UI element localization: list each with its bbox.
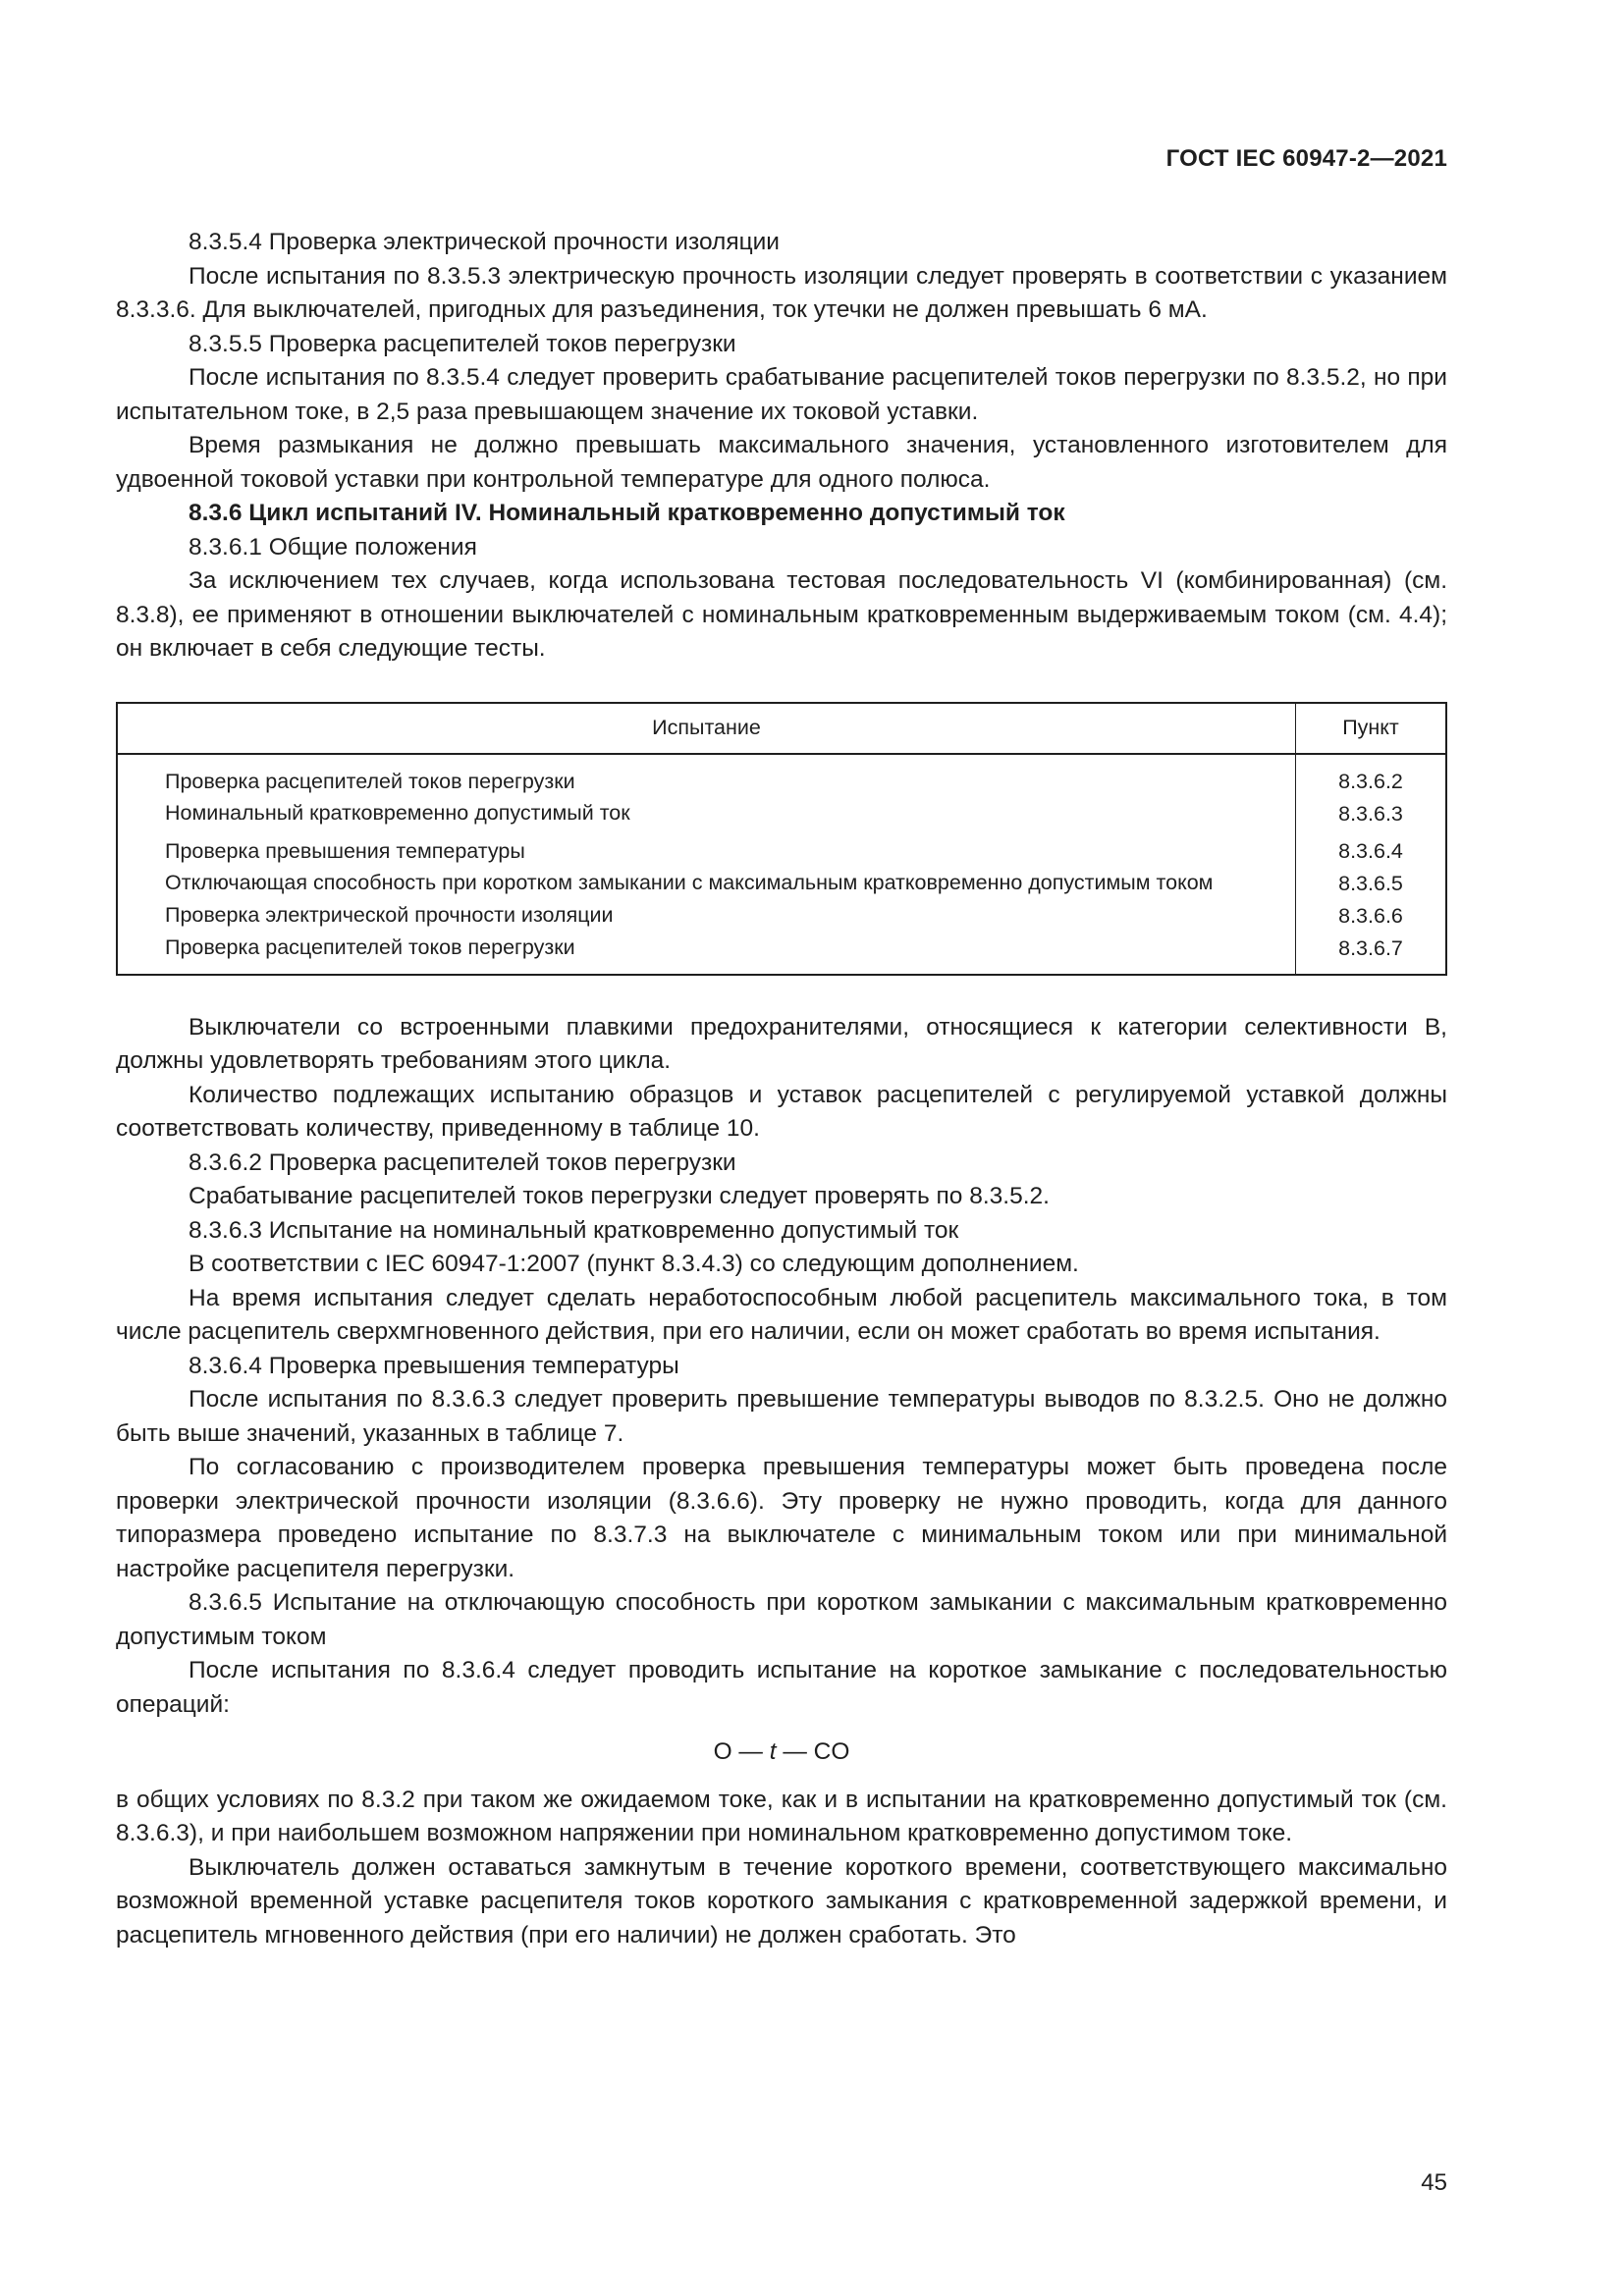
- clause-heading-8-3-6-2: 8.3.6.2 Проверка расцепителей токов перегрузки: [189, 1148, 736, 1176]
- section-heading-8-3-6: 8.3.6 Цикл испытаний IV. Номинальный кратковременно допустимый ток: [189, 500, 1065, 526]
- table-header-test: Испытание: [118, 704, 1296, 754]
- table-cell-test: Отключающая способность при коротком замыкании с максимальным кратковременно допустимым током: [165, 870, 1214, 894]
- paragraph: По согласованию с производителем проверка превышения температуры может быть проведена после проверки электрической прочности изоляции (8.3.6.6). Эту проверку не нужно проводить, когда для данного типоразмера проведено испытание по 8.3.7.3 на выключателе с минимальным током или при минимальной настройке расцепителя перегрузки.: [116, 1454, 1447, 1582]
- table-cell-clause: 8.3.6.6: [1338, 903, 1403, 928]
- clause-heading-8-3-6-3: 8.3.6.3 Испытание на номинальный кратковременно допустимый ток: [189, 1216, 959, 1244]
- paragraph: Время размыкания не должно превышать максимального значения, установленного изготовителем для удвоенной токовой уставки при контрольной температуре для одного полюса.: [116, 432, 1447, 493]
- paragraph: Срабатывание расцепителей токов перегрузки следует проверять по 8.3.5.2.: [189, 1183, 1050, 1209]
- clause-heading-8-3-6-1: 8.3.6.1 Общие положения: [189, 533, 477, 561]
- paragraph: На время испытания следует сделать неработоспособным любой расцепитель максимального тока, в том числе расцепитель сверхмгновенного действия, при его наличии, если он может сработать во время испытания.: [116, 1284, 1447, 1345]
- formula-left: O —: [713, 1738, 763, 1765]
- tests-table: [116, 702, 1447, 976]
- document-id-header: ГОСТ IEC 60947-2—2021: [1165, 145, 1447, 172]
- table-cell-test: Проверка электрической прочности изоляции: [165, 902, 614, 927]
- clause-heading-8-3-6-5: 8.3.6.5 Испытание на отключающую способность при коротком замыкании с максимальным кратковременно допустимым током: [116, 1589, 1447, 1650]
- paragraph: После испытания по 8.3.5.3 электрическую прочность изоляции следует проверять в соответствии с указанием 8.3.3.6. Для выключателей, пригодных для разъединения, ток утечки не должен превышать 6 мА.: [116, 262, 1447, 323]
- clause-heading-8-3-5-4: 8.3.5.4 Проверка электрической прочности изоляции: [189, 229, 780, 255]
- table-row: [118, 900, 1445, 933]
- formula-variable: t: [769, 1738, 777, 1765]
- table-cell-clause: 8.3.6.4: [1338, 838, 1403, 863]
- paragraph: За исключением тех случаев, когда использована тестовая последовательность VI (комбинированная) (см. 8.3.8), ее применяют в отношении выключателей с номинальным кратковременным выдерживаемым током (см. 4.4); он включает в себя следующие тесты.: [116, 567, 1447, 662]
- table-header-clause: Пункт: [1296, 704, 1446, 754]
- table-row: [118, 868, 1445, 900]
- paragraph: в общих условиях по 8.3.2 при таком же ожидаемом токе, как и в испытании на кратковременно допустимый ток (см. 8.3.6.3), и при наибольшем возможном напряжении при номинальном кратковременно допустимом токе.: [116, 1786, 1447, 1846]
- table-row: [118, 933, 1445, 974]
- table-cell-test: Проверка превышения температуры: [165, 838, 525, 863]
- paragraph: После испытания по 8.3.5.4 следует проверить срабатывание расцепителей токов перегрузки по 8.3.5.2, но при испытательном токе, в 2,5 раза превышающем значение их токовой уставки.: [116, 364, 1447, 425]
- table-cell-clause: 8.3.6.3: [1338, 801, 1403, 826]
- paragraph: В соответствии с IEC 60947-1:2007 (пункт 8.3.4.3) со следующим дополнением.: [189, 1251, 1079, 1277]
- paragraph: Выключатель должен оставаться замкнутым в течение короткого времени, соответствующего максимально возможной временной уставке расцепителя токов короткого замыкания с кратковременной задержкой времени, и расцепитель мгновенного действия (при его наличии) не должен сработать. Это: [116, 1853, 1447, 1949]
- clause-heading-8-3-5-5: 8.3.5.5 Проверка расцепителей токов перегрузки: [189, 330, 736, 357]
- paragraph: Выключатели со встроенными плавкими предохранителями, относящиеся к категории селективности B, должны удовлетворять требованиям этого цикла.: [116, 1013, 1447, 1074]
- paragraph: Количество подлежащих испытанию образцов и уставок расцепителей с регулируемой уставкой должны соответствовать количеству, приведенному в таблице 10.: [116, 1081, 1447, 1142]
- table-cell-test: Номинальный кратковременно допустимый ток: [165, 800, 630, 825]
- table-row: [118, 830, 1445, 868]
- paragraph: После испытания по 8.3.6.3 следует проверить превышение температуры выводов по 8.3.2.5. Оно не должно быть выше значений, указанных в таблице 7.: [116, 1386, 1447, 1447]
- table-cell-clause: 8.3.6.2: [1338, 769, 1403, 793]
- table-row: [118, 798, 1445, 830]
- clause-heading-8-3-6-4: 8.3.6.4 Проверка превышения температуры: [189, 1352, 679, 1379]
- table-cell-test: Проверка расцепителей токов перегрузки: [165, 769, 575, 793]
- table-cell-clause: 8.3.6.5: [1338, 871, 1403, 895]
- page-number: 45: [1421, 2169, 1447, 2196]
- table-cell-clause: 8.3.6.7: [1338, 935, 1403, 960]
- paragraph: После испытания по 8.3.6.4 следует проводить испытание на короткое замыкание с последовательностью операций:: [116, 1657, 1447, 1718]
- table-cell-test: Проверка расцепителей токов перегрузки: [165, 934, 575, 959]
- operation-sequence-formula: [116, 1735, 1447, 1770]
- document-body: [116, 226, 1447, 1952]
- formula-right: — CO: [783, 1738, 850, 1765]
- table-row: [118, 754, 1445, 798]
